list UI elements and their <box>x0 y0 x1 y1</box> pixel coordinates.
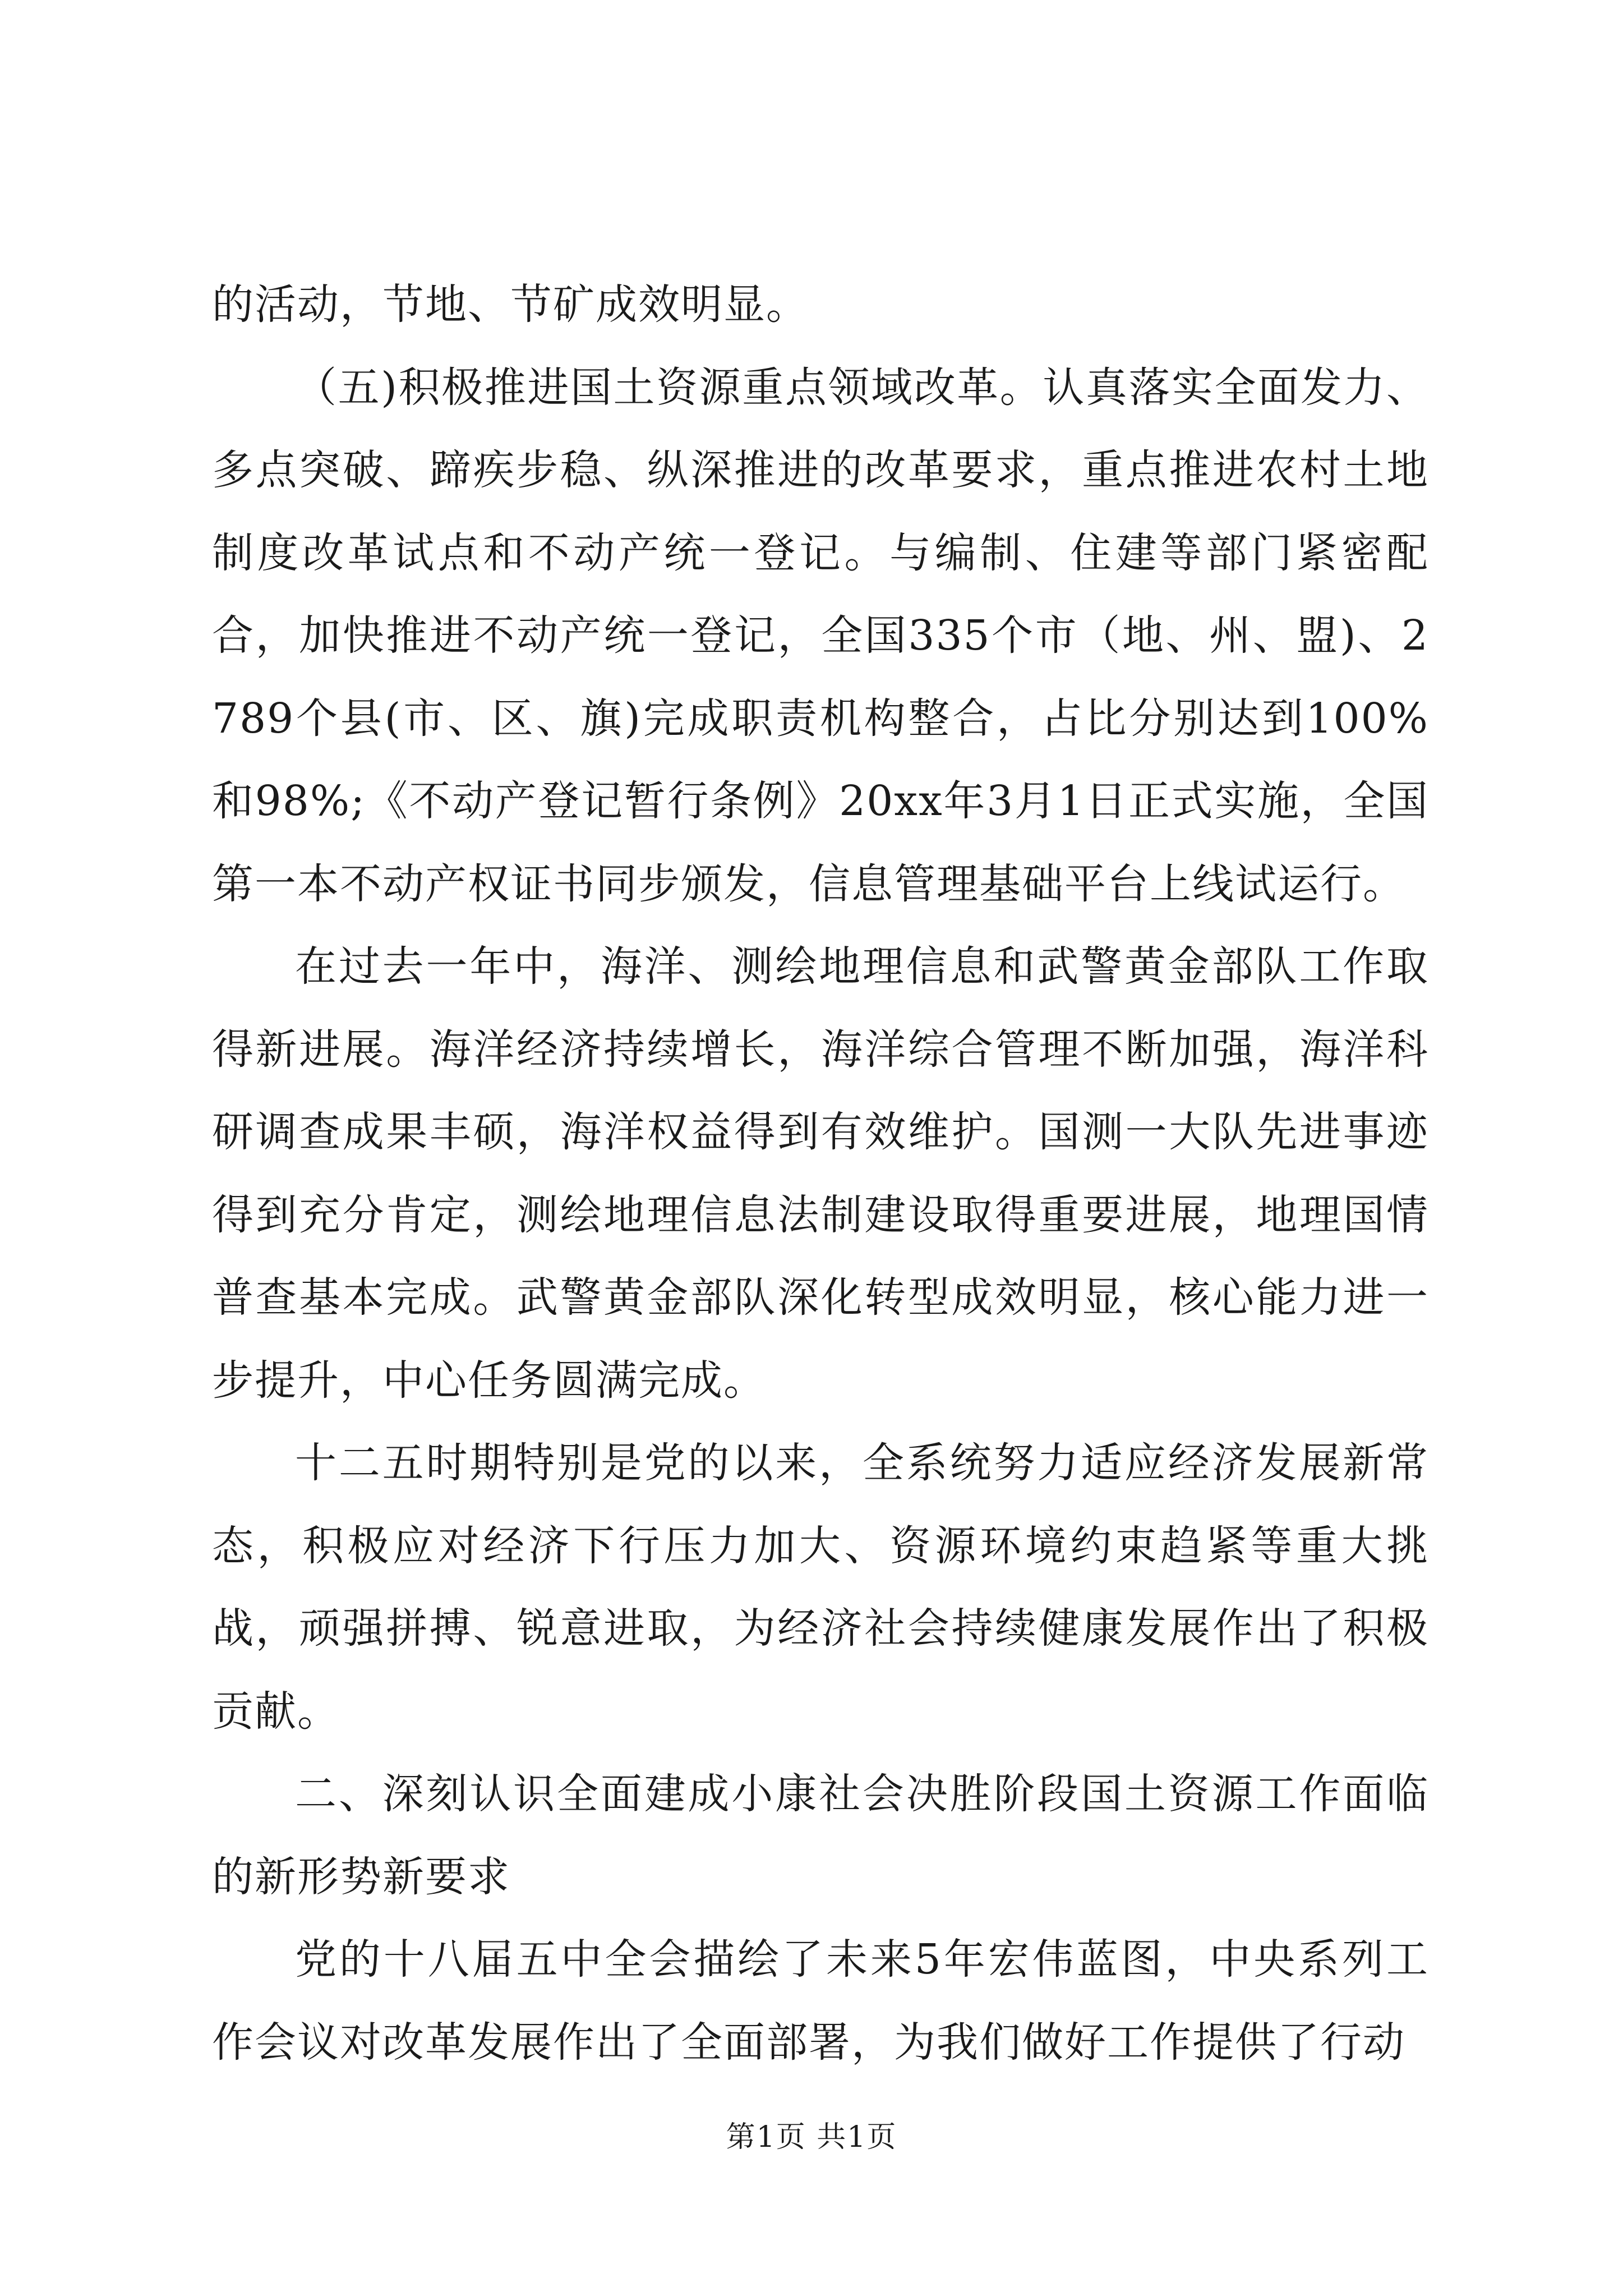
paragraph-continuation: 的活动，节地、节矿成效明显。 <box>212 280 809 329</box>
paragraph-land-reform: （五)积极推进国土资源重点领域改革。认真落实全面发力、多点突破、蹄疾步稳、纵深推进的改革要求，重点推进农村土地制度改革试点和不动产统一登记。与编制、住建等部门紧密配合，加快推进不动产统一登记，全国335个市（地、州、盟)、2789个县(市、区、旗)完成职责机构整合，占比分别达到100%和98%;《不动产登记暂行条例》20xx年3月1日正式实施，全国第一本不动产权证书同步颁发，信息管理基础平台上线试运行。 <box>212 363 1429 908</box>
page-number-footer: 第1页 共1页 <box>726 2120 897 2154</box>
paragraph-five-year-summary: 十二五时期特别是党的以来，全系统努力适应经济发展新常态，积极应对经济下行压力加大、资源环境约束趋紧等重大挑战，顽强拼搏、锐意进取，为经济社会持续健康发展作出了积极贡献。 <box>212 1439 1429 1736</box>
section-heading-new-situation: 二、深刻认识全面建成小康社会决胜阶段国土资源工作面临的新形势新要求 <box>212 1770 1429 1901</box>
document-body <box>212 264 1429 2084</box>
paragraph-ocean-survey-progress: 在过去一年中，海洋、测绘地理信息和武警黄金部队工作取得新进展。海洋经济持续增长，海洋综合管理不断加强，海洋科研调查成果丰硕，海洋权益得到有效维护。国测一大队先进事迹得到充分肯定，测绘地理信息法制建设取得重要进展，地理国情普查基本完成。武警黄金部队深化转型成效明显，核心能力进一步提升，中心任务圆满完成。 <box>212 942 1429 1405</box>
paragraph-fifth-plenum: 党的十八届五中全会描绘了未来5年宏伟蓝图，中央系列工作会议对改革发展作出了全面部署，为我们做好工作提供了行动 <box>212 1935 1429 2067</box>
